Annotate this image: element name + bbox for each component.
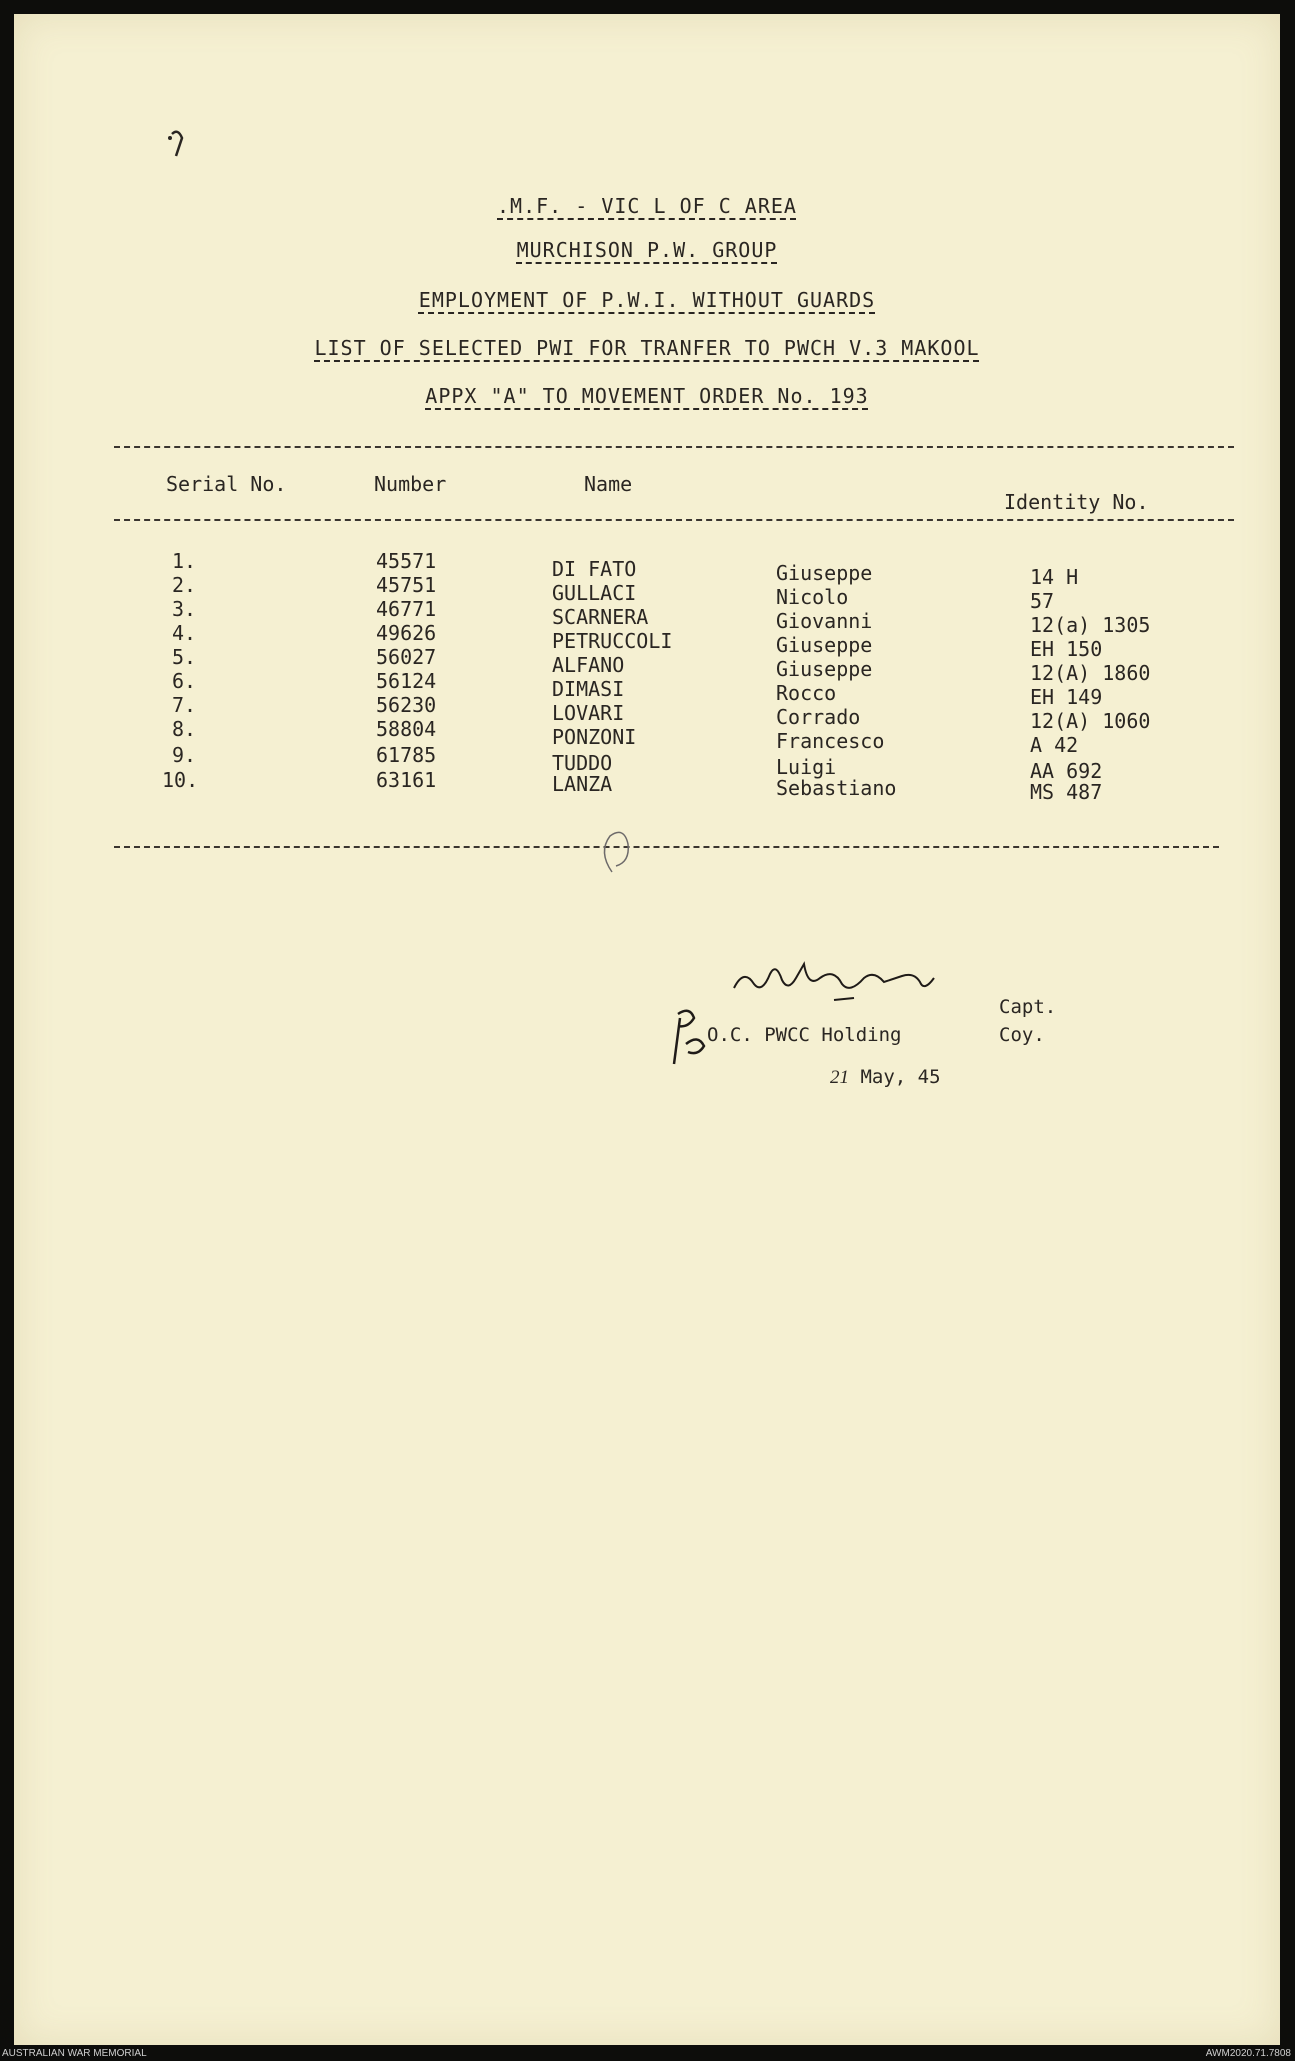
- cell-serial: 8.: [172, 717, 197, 741]
- ink-loop-mark: [592, 822, 642, 882]
- cell-identity: AA 692: [1030, 759, 1103, 783]
- archive-name: AUSTRALIAN WAR MEMORIAL: [2, 2048, 147, 2059]
- heading-command-area: .M.F. - VIC L OF C AREA: [497, 194, 797, 218]
- column-header-identity: Identity No.: [1004, 490, 1149, 514]
- cell-surname: PONZONI: [552, 725, 637, 749]
- cell-surname: PETRUCCOLI: [552, 629, 673, 653]
- cell-surname: GULLACI: [552, 581, 637, 605]
- cell-given-name: Giuseppe: [776, 633, 873, 657]
- signature-date-rest: May, 45: [860, 1066, 941, 1088]
- cell-identity: A 42: [1030, 733, 1079, 757]
- signature-block: [664, 944, 1114, 1114]
- cell-number: 56230: [376, 693, 437, 717]
- cell-identity: 14 H: [1030, 565, 1079, 589]
- signature-date: [830, 1066, 941, 1089]
- heading-appendix: APPX "A" TO MOVEMENT ORDER No. 193: [425, 384, 869, 408]
- cell-given-name: Luigi: [776, 755, 837, 779]
- table-top-rule: [114, 446, 1234, 448]
- cell-given-name: Giuseppe: [776, 657, 873, 681]
- cell-identity: 12(a) 1305: [1030, 613, 1151, 637]
- heading-employment: EMPLOYMENT OF P.W.I. WITHOUT GUARDS: [418, 288, 876, 312]
- heading-list-title: LIST OF SELECTED PWI FOR TRANFER TO PWCH V.3 MAKOOL: [314, 336, 980, 360]
- cell-number: 63161: [376, 768, 437, 792]
- cell-serial: 10.: [162, 768, 199, 792]
- table-bottom-rule: [114, 846, 1219, 848]
- cell-serial: 2.: [172, 573, 197, 597]
- signatory-title: O.C. PWCC Holding: [707, 1024, 902, 1046]
- cell-surname: DI FATO: [552, 557, 637, 581]
- document-page: [14, 14, 1280, 2045]
- cell-given-name: Rocco: [776, 681, 837, 705]
- cell-serial: 1.: [172, 549, 197, 573]
- cell-identity: EH 150: [1030, 637, 1103, 661]
- table-header-rule: [114, 519, 1234, 521]
- cell-identity: MS 487: [1030, 780, 1103, 804]
- cell-surname: LANZA: [552, 772, 613, 796]
- handwritten-signature: [724, 948, 954, 1008]
- table-row: [14, 768, 1280, 804]
- cell-number: 45751: [376, 573, 437, 597]
- cell-surname: SCARNERA: [552, 605, 649, 629]
- cell-serial: 4.: [172, 621, 197, 645]
- cell-surname: TUDDO: [552, 751, 613, 775]
- cell-given-name: Sebastiano: [776, 776, 897, 800]
- cell-identity: 12(A) 1060: [1030, 709, 1151, 733]
- cell-identity: 57: [1030, 589, 1055, 613]
- cell-serial: 3.: [172, 597, 197, 621]
- cell-given-name: Giuseppe: [776, 561, 873, 585]
- cell-serial: 7.: [172, 693, 197, 717]
- signatory-rank: Capt.: [999, 996, 1057, 1018]
- column-header-name: Name: [584, 472, 633, 496]
- cell-given-name: Francesco: [776, 729, 885, 753]
- cell-given-name: Corrado: [776, 705, 861, 729]
- cell-number: 56124: [376, 669, 437, 693]
- column-header-number: Number: [374, 472, 447, 496]
- cell-number: 56027: [376, 645, 437, 669]
- cell-number: 45571: [376, 549, 437, 573]
- cell-surname: LOVARI: [552, 701, 625, 725]
- cell-number: 49626: [376, 621, 437, 645]
- archive-footer: [0, 2045, 1295, 2061]
- cell-serial: 6.: [172, 669, 197, 693]
- cell-given-name: Giovanni: [776, 609, 873, 633]
- cell-identity: EH 149: [1030, 685, 1103, 709]
- signatory-unit: Coy.: [999, 1024, 1045, 1046]
- signature-date-day: 21: [830, 1067, 849, 1088]
- archive-reference: AWM2020.71.7808: [1205, 2048, 1291, 2059]
- cell-serial: 5.: [172, 645, 197, 669]
- cell-surname: DIMASI: [552, 677, 625, 701]
- column-header-serial: Serial No.: [166, 472, 287, 496]
- ink-mark: [164, 124, 194, 164]
- cell-identity: 12(A) 1860: [1030, 661, 1151, 685]
- cell-number: 58804: [376, 717, 437, 741]
- cell-serial: 9.: [172, 743, 197, 767]
- cell-number: 61785: [376, 743, 437, 767]
- cell-number: 46771: [376, 597, 437, 621]
- heading-group: MURCHISON P.W. GROUP: [516, 238, 778, 262]
- cell-given-name: Nicolo: [776, 585, 849, 609]
- cell-surname: ALFANO: [552, 653, 625, 677]
